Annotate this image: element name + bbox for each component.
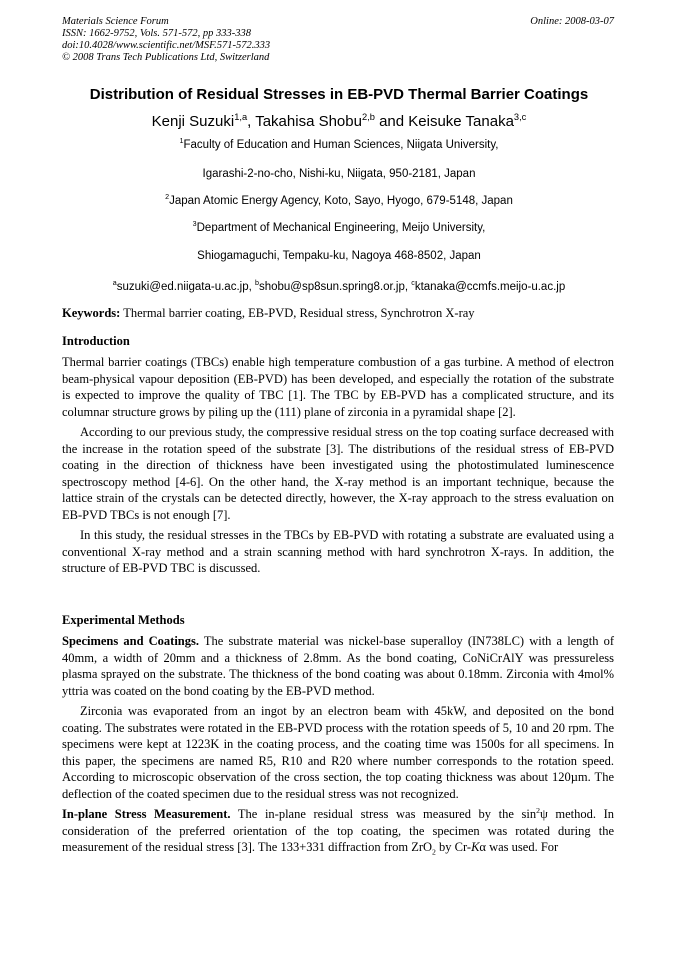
- doi-line: doi:10.4028/www.scientific.net/MSF.571-572.333: [62, 40, 271, 51]
- methods-section: [62, 613, 614, 856]
- copyright-line: © 2008 Trans Tech Publications Ltd, Switzerland: [62, 52, 270, 63]
- paragraph-text: The substrate material was nickel-base superalloy (IN738LC) with a length of 40mm, a width of 20mm and a thickness of 2.8mm. As the bond coating, CoNiCrAlY was pressureless plasma sprayed on the substrate. The thickness of the bond coating was about 0.18mm. Zirconia with 4mol% yttria was coated on the bond coating by the EB-PVD method.: [62, 634, 614, 698]
- author-name: Keisuke Tanaka: [408, 113, 514, 130]
- affiliation-superscript: 3: [192, 220, 197, 229]
- subsection-heading: In-plane Stress Measurement.: [62, 807, 231, 821]
- section-heading: Introduction: [62, 334, 130, 348]
- affiliation-superscript: 2: [165, 193, 170, 202]
- paragraph: [62, 806, 614, 856]
- author-separator: and: [374, 113, 409, 130]
- keywords-text: Thermal barrier coating, EB-PVD, Residual stress, Synchrotron X-ray: [120, 306, 475, 320]
- author-superscript: 1,a: [234, 112, 248, 122]
- affiliation-superscript: 1: [179, 137, 184, 146]
- affiliation-text: Department of Mechanical Engineering, Meijo University,: [196, 222, 486, 234]
- email-list: [0, 281, 678, 293]
- introduction-section: [62, 334, 614, 577]
- author-name: Takahisa Shobu: [255, 113, 362, 130]
- paragraph: Zirconia was evaporated from an ingot by an electron beam with 45kW, and deposited on the bond coating. The substrates were rotated in the EB-PVD process with the rotation speeds of 5, 10 and 20 rpm. The specimens were kept at 1223K in the coating process, and the coating time was 1500s for all specimens. In this paper, the specimens are named R5, R10 and R20 where number corresponds to the rotation speed. According to microscopic observation of the cross section, the top coating thickness was about 120µm. The deflection of the coated specimen due to the residual stress was not recognized.: [62, 704, 614, 801]
- paragraph-text: α was used. For: [479, 840, 559, 854]
- issn-line: ISSN: 1662-9752, Vols. 571-572, pp 333-338: [62, 28, 251, 39]
- email-address: suzuki@ed.niigata-u.ac.jp,: [116, 281, 255, 293]
- paragraph: According to our previous study, the compressive residual stress on the top coating surface decreased with the increase in the rotation speed of the substrate [3]. The distributions of the residual stress of EB-PVD coating in the direction of thickness have been investigated using the photostimulated luminescence spectroscopy method [4-6]. On the other hand, the X-ray method is an important technique, because the lattice strain of the crystals can be detected directly, however, the X-ray approach to the stress evaluation on EB-PVD TBCs is not enough [7].: [62, 425, 614, 522]
- author-superscript: 2,b: [361, 112, 375, 122]
- affiliation-1-address: Igarashi-2-no-cho, Nishi-ku, Niigata, 950-2181, Japan: [202, 168, 476, 180]
- email-address: shobu@sp8sun.spring8.or.jp,: [258, 281, 412, 293]
- affiliation-3: [0, 222, 678, 234]
- journal-header: [62, 16, 614, 64]
- keywords-line: [62, 305, 614, 322]
- email-superscript: c: [411, 279, 415, 288]
- paragraph: In this study, the residual stresses in the TBCs by EB-PVD with rotating a substrate are evaluated using a conventional X-ray method and a strain scanning method with hard synchrotron X-rays. In addition, the structure of EB-PVD TBC is discussed.: [62, 528, 614, 575]
- email-superscript: b: [254, 279, 259, 288]
- paragraph: Thermal barrier coatings (TBCs) enable high temperature combustion of a gas turbine. A method of electron beam-physical vapour deposition (EB-PVD) has been developed, and especially the rotation of the substrate is expected to improve the quality of TBC [1]. The TBC by EB-PVD has a complicated structure, and its columnar structure grows by piling up the (111) plane of zirconia in a pyramidal shape [2].: [62, 355, 614, 419]
- paragraph-text: by Cr-: [435, 840, 472, 854]
- paragraph-text: ψ method. In consideration of the preferred orientation of the top coating, the specimen was rotated during the measurement of the residual stress [3]. The 133+331 diffraction from ZrO: [62, 807, 615, 854]
- affiliation-text: Faculty of Education and Human Sciences, Niigata University,: [183, 139, 499, 151]
- paper-title: Distribution of Residual Stresses in EB-PVD Thermal Barrier Coatings: [89, 86, 589, 103]
- affiliation-2: [0, 195, 678, 207]
- keywords-label: Keywords:: [62, 306, 121, 320]
- affiliation-text: Japan Atomic Energy Agency, Koto, Sayo, Hyogo, 679-5148, Japan: [169, 195, 513, 207]
- author-name: Kenji Suzuki: [151, 113, 235, 130]
- subsection-heading: Specimens and Coatings.: [62, 634, 199, 648]
- journal-name: Materials Science Forum: [62, 16, 169, 27]
- superscript: 2: [536, 805, 540, 815]
- section-heading: Experimental Methods: [62, 613, 185, 627]
- affiliation-3-address: Shiogamaguchi, Tempaku-ku, Nagoya 468-8502, Japan: [197, 250, 481, 262]
- email-superscript: a: [112, 279, 117, 288]
- online-date: Online: 2008-03-07: [530, 16, 614, 27]
- paragraph-text: The in-plane residual stress was measured by the sin: [230, 807, 537, 821]
- affiliation-1: [0, 139, 678, 151]
- author-list: [0, 113, 678, 130]
- paragraph: [62, 633, 614, 699]
- keywords: [62, 305, 614, 322]
- email-address: ktanaka@ccmfs.meijo-u.ac.jp: [414, 281, 566, 293]
- subscript: 2: [432, 847, 436, 857]
- author-separator: ,: [247, 113, 256, 130]
- italic-symbol: K: [471, 840, 480, 854]
- author-superscript: 3,c: [513, 112, 527, 122]
